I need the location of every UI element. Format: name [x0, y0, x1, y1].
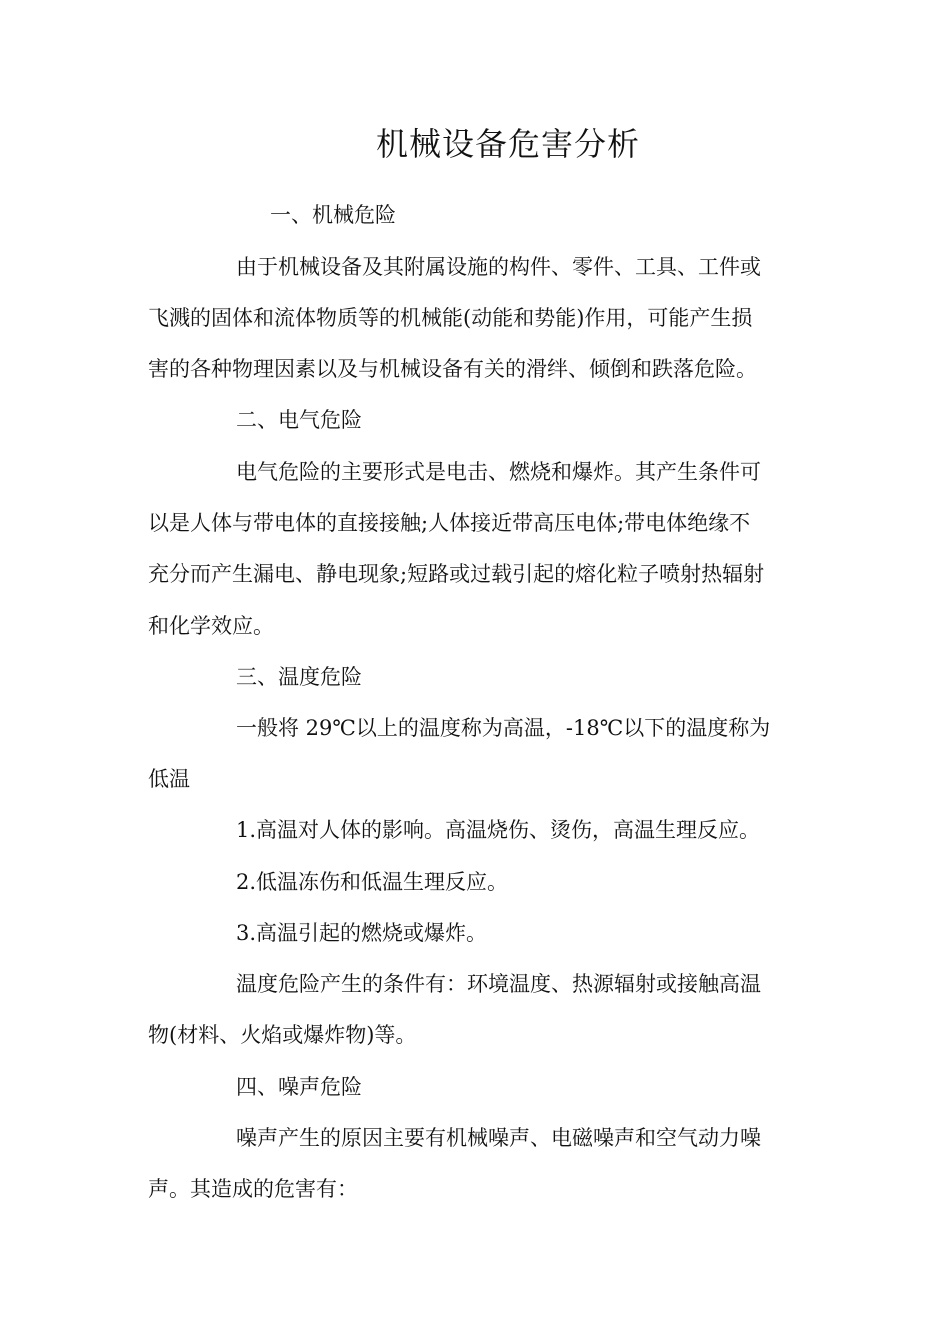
paragraph-line: 飞溅的固体和流体物质等的机械能(动能和势能)作用，可能产生损	[148, 306, 753, 330]
paragraph-line: 噪声产生的原因主要有机械噪声、电磁噪声和空气动力噪	[236, 1126, 761, 1150]
section-heading-mechanical: 一、机械危险	[270, 203, 396, 227]
paragraph-line: 由于机械设备及其附属设施的构件、零件、工具、工件或	[236, 255, 761, 279]
paragraph-line: 声。其造成的危害有：	[148, 1177, 358, 1201]
paragraph-line: 充分而产生漏电、静电现象;短路或过载引起的熔化粒子喷射热辐射	[148, 562, 765, 586]
paragraph-line: 温度危险产生的条件有：环境温度、热源辐射或接触高温	[236, 972, 761, 996]
list-item: 3.高温引起的燃烧或爆炸。	[236, 921, 488, 945]
list-item: 2.低温冻伤和低温生理反应。	[236, 870, 509, 894]
paragraph-line: 和化学效应。	[148, 614, 274, 638]
section-heading-temperature: 三、温度危险	[236, 665, 362, 689]
paragraph-line: 物(材料、火焰或爆炸物)等。	[148, 1023, 417, 1047]
list-item: 1.高温对人体的影响。高温烧伤、烫伤，高温生理反应。	[236, 818, 761, 842]
document-title: 机械设备危害分析	[375, 125, 640, 163]
paragraph-line: 害的各种物理因素以及与机械设备有关的滑绊、倾倒和跌落危险。	[148, 357, 757, 381]
section-heading-electrical: 二、电气危险	[236, 408, 362, 432]
section-heading-noise: 四、噪声危险	[236, 1075, 362, 1099]
paragraph-line: 电气危险的主要形式是电击、燃烧和爆炸。其产生条件可	[236, 460, 761, 484]
paragraph-line: 一般将 29℃以上的温度称为高温，-18℃以下的温度称为	[236, 716, 771, 740]
paragraph-line: 低温	[148, 767, 190, 791]
paragraph-line: 以是人体与带电体的直接接触;人体接近带高压电体;带电体绝缘不	[148, 511, 751, 535]
